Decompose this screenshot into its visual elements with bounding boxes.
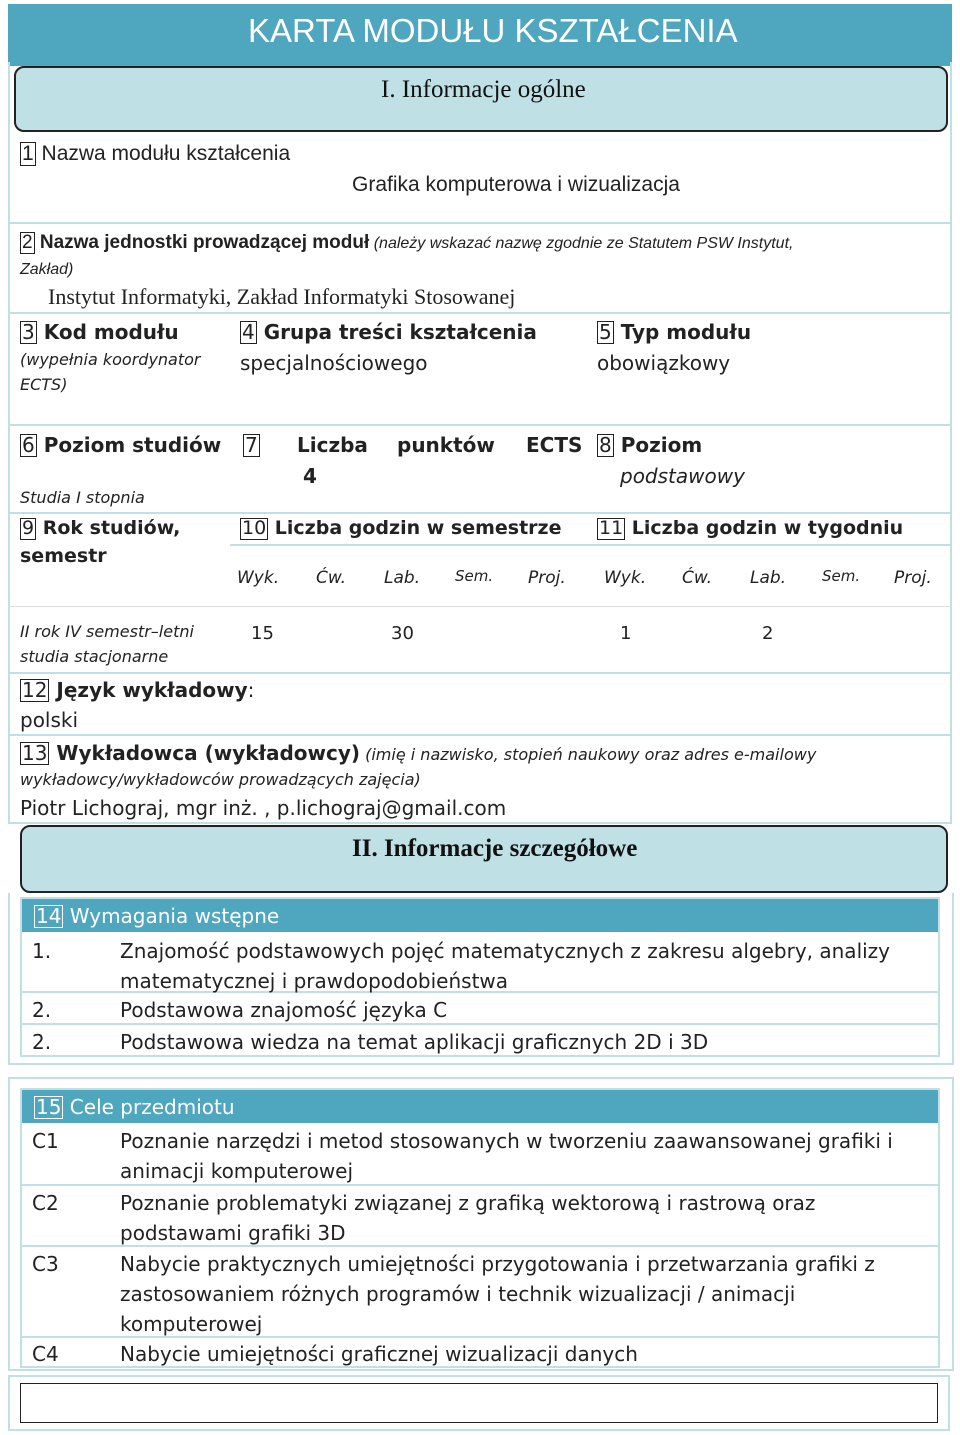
divider [8,606,952,607]
hours-header-week-sem: Sem. [822,567,861,585]
field-13-text: Wykładowca (wykładowcy) [49,741,361,765]
objectives-header-label [34,1095,235,1119]
language-value: polski [20,708,79,732]
hours-header-sem-cw: Ćw. [316,568,347,588]
objective-c2-line-1: Poznanie problematyki związanej z grafiką wektorową i rastrową oraz [120,1191,816,1215]
field-1-label [20,142,290,166]
next-section-box [8,1375,950,1431]
hours-header-week-cw: Ćw. [682,568,713,588]
hours-header-week-wyk: Wyk. [604,568,647,588]
list-item [32,936,51,966]
divider [8,672,952,674]
year-semester-value: II rok IV semestr–letni [20,622,194,641]
field-13-label [20,741,816,765]
objective-c1-code: C1 [32,1129,59,1153]
field-3-number: 3 [22,320,35,344]
field-6-text: Poziom studiów [36,433,222,457]
field-9-label [20,517,180,540]
objective-c2 [120,1188,815,1248]
field-14-text: Wymagania wstępne [63,904,280,928]
hours-divider [230,544,952,546]
field-7-label [243,433,583,457]
module-name-value: Grafika komputerowa i wizualizacja [352,173,680,196]
field-10-label [240,517,562,540]
requirements-header-label [34,904,279,928]
divider [8,424,952,426]
field-7-word-3: ECTS [526,433,583,457]
hours-header-sem-proj: Proj. [528,568,566,588]
field-13-note-line2: wykładowcy/wykładowców prowadzących zajęcia) [20,770,421,789]
field-4-label [240,320,537,344]
list-item: 2. [32,998,52,1022]
field-3-text: Kod modułu [36,320,179,344]
field-5-number: 5 [599,320,612,344]
field-10-number: 10 [242,517,267,539]
level-value: podstawowy [620,464,745,488]
field-15-number: 15 [36,1095,62,1119]
section-general-banner [14,66,948,132]
lecture-hours-semester: 15 [251,623,274,644]
requirement-1-line-2: matematycznej i prawdopodobieństwa [120,969,509,993]
field-7-word-1: Liczba [297,433,368,457]
field-7-number: 7 [245,433,258,457]
field-12-text: Język wykładowy [49,678,248,702]
field-2-number: 2 [22,232,33,253]
objective-c3-code: C3 [32,1252,59,1276]
divider [8,312,952,314]
list-item: 2. [32,1030,52,1054]
objective-c1-line-1: Poznanie narzędzi i metod stosowanych w tworzeniu zaawansowanej grafiki i [120,1129,893,1153]
module-type-value: obowiązkowy [597,351,731,375]
objective-c3-line-1: Nabycie praktycznych umiejętności przygotowania i przetwarzania grafiki z [120,1252,875,1276]
field-9-text: Rok studiów, [36,517,181,539]
field-3-label [20,320,179,344]
hours-header-week-proj: Proj. [894,568,932,588]
field-2-note: (należy wskazać nazwę zgodnie ze Statutem PSW Instytut, [369,235,794,252]
study-mode-value: studia stacjonarne [20,647,169,666]
objective-c3-line-3: komputerowej [120,1312,263,1336]
hours-header-sem-sem: Sem. [455,567,494,585]
requirement-1 [120,936,890,996]
section-general-title: I. Informacje ogólne [381,76,586,103]
field-14-number: 14 [36,904,62,928]
field-5-text: Typ modułu [613,320,752,344]
objective-c3 [120,1249,875,1339]
field-12-colon: : [247,678,255,702]
objective-c2-code: C2 [32,1191,59,1215]
content-group-value: specjalnościowego [240,351,428,375]
field-9-number: 9 [22,517,35,539]
requirement-2: Podstawowa znajomość języka C [120,998,448,1022]
requirement-1-line-1: Znajomość podstawowych pojęć matematycznych z zakresu algebry, analizy [120,939,891,963]
objective-c2-line-2: podstawami grafiki 3D [120,1221,346,1245]
field-13-number: 13 [22,741,48,765]
field-4-number: 4 [242,320,255,344]
field-2-note-line2: Zakład) [20,261,74,278]
hours-header-sem-lab: Lab. [384,568,421,588]
hours-header-sem-wyk: Wyk. [237,568,280,588]
exercise-hours-week: 2 [762,623,774,644]
study-level-value: Studia I stopnia [20,488,145,507]
hours-header-week-lab: Lab. [750,568,787,588]
field-8-number: 8 [599,433,612,457]
field-11-text: Liczba godzin w tygodniu [625,517,904,539]
field-11-label [597,517,903,540]
next-section-inner [20,1383,938,1423]
field-11-number: 11 [599,517,624,539]
requirement-3: Podstawowa wiedza na temat aplikacji graficznych 2D i 3D [120,1030,709,1054]
item-number: 1. [32,939,52,963]
field-8-label [597,433,702,457]
field-12-label [20,678,254,702]
divider [8,734,952,736]
unit-name-value: Instytut Informatyki, Zakład Informatyki Stosowanej [48,284,516,309]
title-bar [8,4,952,66]
objective-c1 [120,1126,893,1186]
field-6-number: 6 [22,433,35,457]
ects-value: 4 [303,464,317,488]
field-1-text: Nazwa modułu kształcenia [35,142,291,165]
page-title: KARTA MODUŁU KSZTAŁCENIA [248,12,738,49]
field-13-note: (imię i nazwisko, stopień naukowy oraz adres e-mailowy [360,745,817,764]
field-1-number: 1 [22,142,34,165]
lecturer-value: Piotr Lichograj, mgr inż. , p.lichograj@gmail.com [20,796,507,820]
field-4-text: Grupa treści kształcenia [256,320,537,344]
lecture-hours-week: 1 [620,623,632,644]
field-8-text: Poziom [613,433,703,457]
field-15-text: Cele przedmiotu [63,1095,235,1119]
field-5-label [597,320,751,344]
field-12-number: 12 [22,678,48,702]
field-7-word-2: punktów [397,433,495,457]
field-2-text: Nazwa jednostki prowadzącej moduł [34,232,370,253]
divider [8,222,952,224]
objective-c1-line-2: animacji komputerowej [120,1159,354,1183]
section-detail-banner [20,825,948,893]
objective-c4-code: C4 [32,1342,59,1366]
field-2-label [20,232,793,254]
divider [8,512,952,514]
objective-c3-line-2: zastosowaniem różnych programów i technik wizualizacji / animacji [120,1282,796,1306]
exercise-hours-semester: 30 [391,623,414,644]
field-3-note: (wypełnia koordynator [20,350,201,369]
section-detail-title: II. Informacje szczegółowe [352,835,638,862]
field-9-label-line2: semestr [20,545,107,567]
field-6-label [20,433,221,457]
objective-c4: Nabycie umiejętności graficznej wizualizacji danych [120,1342,638,1366]
field-3-note-line2: ECTS) [20,375,68,394]
field-10-text: Liczba godzin w semestrze [268,517,562,539]
